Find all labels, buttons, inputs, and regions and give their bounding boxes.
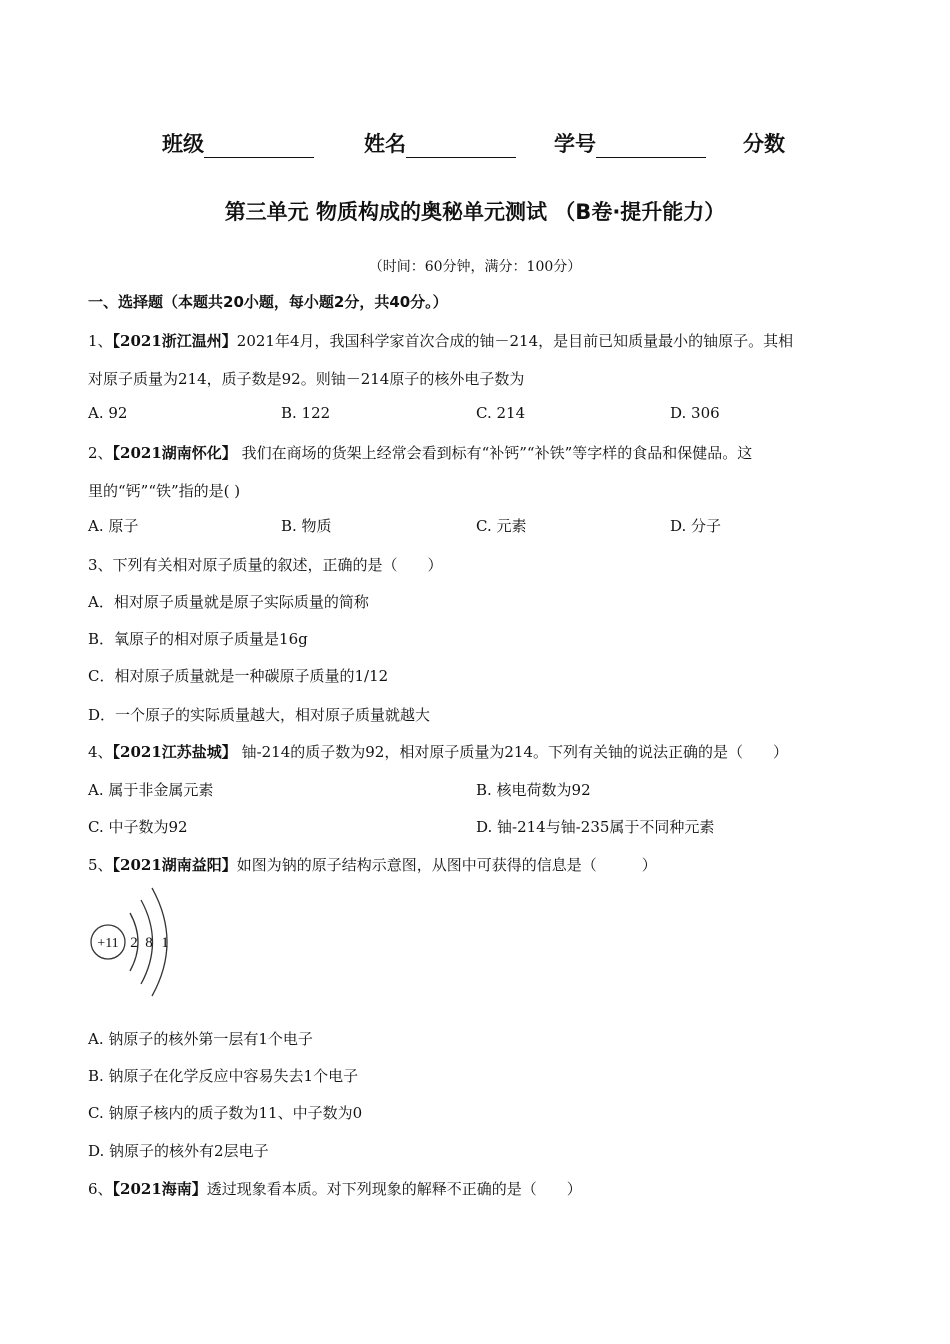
q1-text: 2021年4月，我国科学家首次合成的铀－214，是目前已知质量最小的铀原子。其相 — [236, 332, 794, 350]
q2-stem-line2: 里的“钙”“铁”指的是( ) — [88, 482, 241, 500]
q5-option-d[interactable]: D. 钠原子的核外有2层电子 — [88, 1142, 269, 1160]
nucleus-charge: +11 — [97, 936, 119, 951]
name-label: 姓名 — [364, 132, 406, 156]
q5-number: 5、 — [88, 856, 113, 874]
class-blank[interactable] — [204, 135, 314, 158]
q5-text: 如图为钠的原子结构示意图，从图中可获得的信息是（ ） — [236, 856, 657, 874]
q1-option-a[interactable]: A. 92 — [88, 404, 128, 422]
q1-source-tag: 【2021浙江温州】 — [112, 332, 237, 350]
q5-option-c[interactable]: C. 钠原子核内的质子数为11、中子数为0 — [88, 1104, 363, 1122]
q4-source-tag: 【2021江苏盐城】 — [112, 743, 237, 761]
class-field — [162, 128, 314, 158]
q2-text: 我们在商场的货架上经常会看到标有“补钙”“补铁”等字样的食品和保健品。这 — [236, 444, 753, 462]
student-id-label: 学号 — [554, 132, 596, 156]
q4-option-b[interactable]: B. 核电荷数为92 — [476, 781, 591, 799]
q4-stem — [88, 741, 788, 762]
score-field — [743, 128, 785, 158]
q5-option-b[interactable]: B. 钠原子在化学反应中容易失去1个电子 — [88, 1067, 359, 1085]
student-id-blank[interactable] — [596, 135, 706, 158]
q3-option-a[interactable]: A．相对原子质量就是原子实际质量的简称 — [88, 593, 369, 611]
q2-option-c[interactable]: C. 元素 — [476, 517, 527, 535]
q1-stem-line1 — [88, 330, 793, 351]
q4-option-a[interactable]: A. 属于非金属元素 — [88, 781, 214, 799]
q5-source-tag: 【2021湖南益阳】 — [112, 856, 237, 874]
name-field — [364, 128, 516, 158]
shell-3-electrons: 1 — [161, 935, 169, 951]
q3-option-c[interactable]: C．相对原子质量就是一种碳原子质量的1/12 — [88, 667, 389, 685]
q4-option-d[interactable]: D. 铀-214与铀-235属于不同种元素 — [476, 818, 715, 836]
q1-option-d[interactable]: D. 306 — [670, 404, 720, 422]
name-blank[interactable] — [406, 135, 516, 158]
q2-option-a[interactable]: A. 原子 — [88, 517, 139, 535]
q6-source-tag: 【2021海南】 — [112, 1180, 207, 1198]
q5-stem — [88, 854, 657, 875]
q2-source-tag: 【2021湖南怀化】 — [112, 444, 237, 462]
q6-text: 透过现象看本质。对下列现象的解释不正确的是（ ） — [206, 1180, 582, 1198]
score-label: 分数 — [743, 132, 785, 156]
exam-info: （时间：60分钟，满分：100分） — [368, 259, 582, 275]
q2-stem-line1 — [88, 442, 752, 463]
q2-option-d[interactable]: D. 分子 — [670, 517, 722, 535]
q1-option-b[interactable]: B. 122 — [281, 404, 331, 422]
q3-option-b[interactable]: B．氧原子的相对原子质量是16g — [88, 630, 308, 648]
sodium-atom-diagram — [86, 880, 186, 1000]
q1-number: 1、 — [88, 332, 113, 350]
q2-number: 2、 — [88, 444, 113, 462]
q1-stem-line2: 对原子质量为214，质子数是92。则铀－214原子的核外电子数为 — [88, 370, 525, 388]
q6-stem — [88, 1178, 582, 1199]
q3-stem: 3、下列有关相对原子质量的叙述，正确的是（ ） — [88, 556, 443, 574]
q4-text: 铀-214的质子数为92，相对原子质量为214。下列有关铀的说法正确的是（ ） — [236, 743, 788, 761]
q4-option-c[interactable]: C. 中子数为92 — [88, 818, 188, 836]
q3-option-d[interactable]: D．一个原子的实际质量越大，相对原子质量就越大 — [88, 706, 431, 724]
q6-number: 6、 — [88, 1180, 113, 1198]
shell-1-electrons: 2 — [130, 935, 138, 951]
q1-option-c[interactable]: C. 214 — [476, 404, 526, 422]
class-label: 班级 — [162, 132, 204, 156]
page-title: 第三单元 物质构成的奥秘单元测试 （B卷·提升能力） — [224, 200, 726, 224]
q2-option-b[interactable]: B. 物质 — [281, 517, 332, 535]
q4-number: 4、 — [88, 743, 113, 761]
section-heading: 一、选择题（本题共20小题，每小题2分，共40分。） — [88, 293, 448, 311]
shell-2-electrons: 8 — [145, 935, 153, 951]
student-id-field — [554, 128, 706, 158]
q5-option-a[interactable]: A. 钠原子的核外第一层有1个电子 — [88, 1030, 313, 1048]
